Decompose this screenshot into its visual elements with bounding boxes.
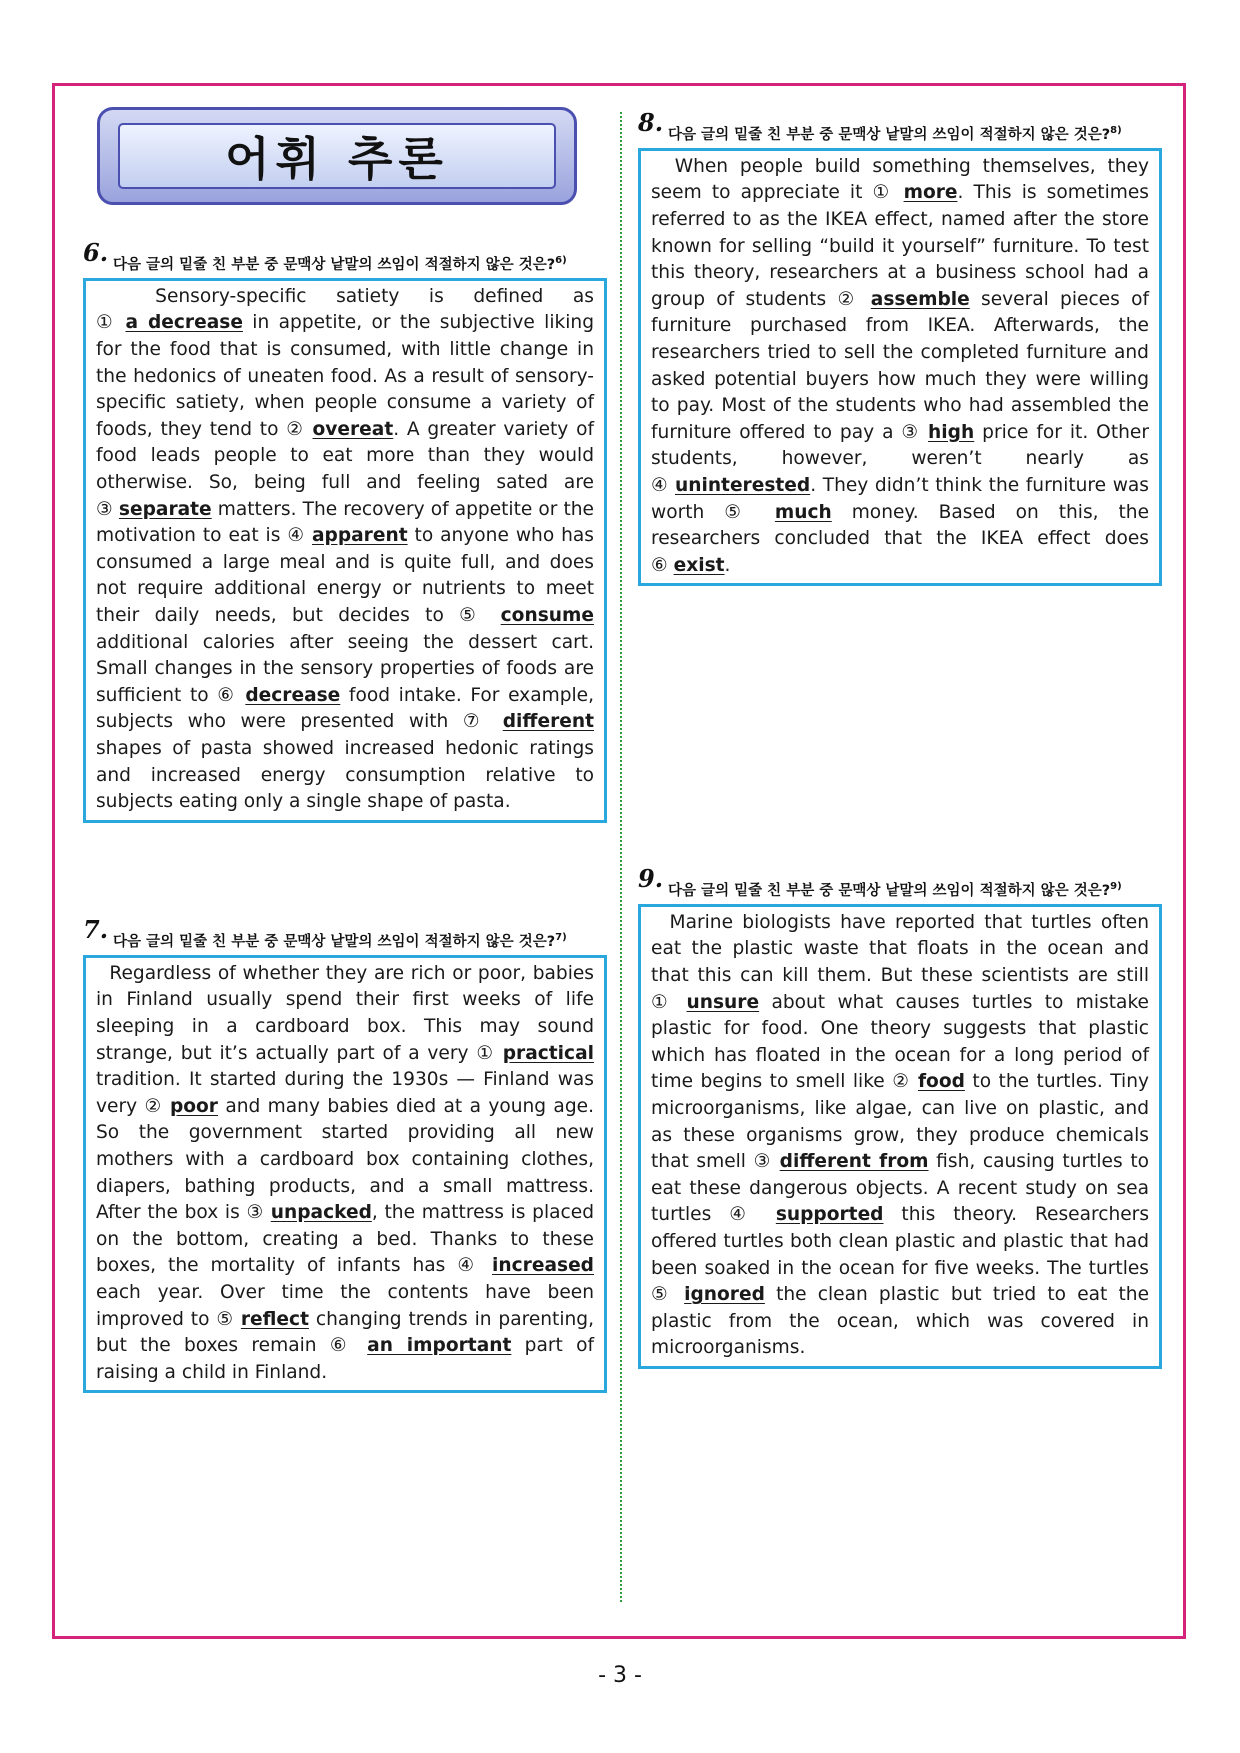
question-footnote: 7) <box>555 932 567 943</box>
underlined-word: different from <box>779 1151 929 1173</box>
question-footnote: 8) <box>1110 125 1122 136</box>
choice-marker: ① <box>96 312 117 334</box>
passage-text: Sensory-specific satiety is defined as <box>96 285 594 307</box>
underlined-word: supported <box>775 1204 884 1226</box>
underlined-word: unsure <box>686 991 760 1013</box>
underlined-word: uninterested <box>674 474 811 496</box>
column-divider <box>620 112 622 1602</box>
choice-marker: ⑥ <box>217 684 237 706</box>
underlined-word: different <box>502 711 594 733</box>
underlined-choice <box>459 605 594 626</box>
underlined-word: high <box>928 421 975 443</box>
passage-text: to anyone who has consumed a large meal and is quite full, and does not require additional energy or nutrients to meet their daily needs, but decides to <box>96 525 594 626</box>
underlined-word: consume <box>500 604 594 626</box>
choice-marker: ④ <box>457 1255 481 1277</box>
underlined-choice <box>287 525 407 546</box>
underlined-word: reflect <box>240 1308 309 1330</box>
passage-text: food intake. For example, subjects who were presented with <box>96 684 595 733</box>
question-footnote: 6) <box>555 255 567 266</box>
passage-text: in appetite, or the subjective liking for the food that is consumed, with little change in the hedonics of uneaten food. As a result of sensory-specific satiety, when people consume a variety of foods, they tend to <box>96 312 595 440</box>
choice-marker: ③ <box>901 421 921 443</box>
passage-text: Regardless of whether they are rich or poor, babies in Finland usually spend their first weeks of life sleeping in a cardboard box. This may sound strange, but it’s actually part of a very <box>96 962 594 1064</box>
underlined-word: decrease <box>245 684 341 706</box>
passage-text: . A greater variety of food leads people to eat more than they would otherwise. So, being full and feeling sated are <box>96 418 594 493</box>
underlined-word: apparent <box>311 525 408 547</box>
passage-text: about what causes turtles to mistake plastic for food. One theory suggests that plastic which has floated in the ocean for a long period of time begins to smell like <box>651 991 1149 1093</box>
passage-text: tradition. It started during the 1930s — Finland was very <box>96 1069 594 1117</box>
underlined-choice <box>144 1096 218 1117</box>
page-number: - 3 - <box>598 1663 642 1688</box>
passage-box <box>83 278 607 823</box>
underlined-choice <box>729 1204 883 1225</box>
passage-text: money. Based on this, the researchers concluded that the IKEA effect does <box>651 501 1150 550</box>
choice-marker: ⑤ <box>651 1284 673 1306</box>
question-number: 7. <box>83 915 109 944</box>
passage-text: several pieces of furniture purchased from IKEA. Afterwards, the researchers tried to sell the completed furniture and asked potential buyers how much they were willing to pay. Most of the students who had assembled the furniture offered to pay a <box>651 288 1149 443</box>
underlined-word: poor <box>169 1095 218 1117</box>
passage-text: changing trends in parenting, but the boxes remain <box>96 1308 594 1357</box>
underlined-choice <box>476 1043 594 1064</box>
choice-marker: ⑦ <box>462 711 489 733</box>
underlined-choice <box>217 685 340 706</box>
underlined-choice <box>892 1071 965 1092</box>
choice-marker: ⑤ <box>216 1308 234 1330</box>
passage-box <box>83 955 607 1394</box>
choice-marker: ② <box>144 1095 163 1117</box>
underlined-choice <box>724 502 832 523</box>
passage-text: Marine biologists have reported that turtles often eat the plastic waste that floats in the ocean and that this can kill them. But these scientists are still <box>651 911 1149 987</box>
underlined-choice <box>651 992 759 1013</box>
underlined-choice <box>247 1202 372 1223</box>
choice-marker: ② <box>837 288 860 310</box>
choice-marker: ⑥ <box>329 1335 354 1357</box>
underlined-choice <box>463 711 594 732</box>
passage-text: the clean plastic but tried to eat the plastic from the ocean, which was covered in microorganisms. <box>651 1284 1150 1359</box>
underlined-choice <box>216 1309 309 1330</box>
underlined-choice <box>873 182 958 203</box>
underlined-choice <box>837 289 969 310</box>
choice-marker: ⑥ <box>651 554 668 576</box>
underlined-word: more <box>903 182 958 204</box>
passage-text: When people build something themselves, they seem to appreciate it <box>651 155 1149 204</box>
question-header <box>638 864 1162 902</box>
choice-marker: ③ <box>96 498 113 520</box>
question-header <box>638 108 1162 146</box>
underlined-word: practical <box>502 1042 594 1064</box>
passage-text: price for it. Other students, however, weren’t nearly as <box>651 421 1149 470</box>
underlined-choice <box>651 475 810 496</box>
passage-text: each year. Over time the contents have been improved to <box>96 1281 594 1330</box>
underlined-choice <box>901 422 974 443</box>
underlined-word: overeat <box>312 418 394 440</box>
choice-marker: ③ <box>753 1151 773 1173</box>
underlined-word: an important <box>367 1335 512 1357</box>
passage-box <box>638 904 1162 1369</box>
underlined-choice <box>330 1335 512 1356</box>
question-prompt: 다음 글의 밑줄 친 부분 중 문맥상 낱말의 쓰임이 적절하지 않은 것은? <box>113 933 556 950</box>
question-prompt: 다음 글의 밑줄 친 부분 중 문맥상 낱말의 쓰임이 적절하지 않은 것은? <box>113 256 556 273</box>
choice-marker: ③ <box>246 1202 264 1224</box>
underlined-word: increased <box>492 1255 594 1277</box>
underlined-choice <box>754 1151 929 1172</box>
question-header <box>83 238 607 276</box>
underlined-word: a decrease <box>125 312 243 334</box>
underlined-choice <box>96 499 212 520</box>
question-number: 9. <box>638 864 664 893</box>
underlined-word: assemble <box>870 288 970 310</box>
passage-text: and many babies died at a young age. So the government started providing all new mothers with a cardboard box containing clothes, diapers, bathing products, and a small mattress. After the box is <box>96 1095 594 1224</box>
choice-marker: ② <box>892 1071 911 1093</box>
question-footnote: 9) <box>1110 881 1122 892</box>
choice-marker: ② <box>286 418 305 440</box>
passage-text: , the mattress is placed on the bottom, creating a bed. Thanks to these boxes, the mortality of infants has <box>96 1202 594 1277</box>
question-6 <box>83 238 607 823</box>
question-number: 8. <box>638 108 664 137</box>
choice-marker: ⑤ <box>459 604 486 626</box>
underlined-word: unpacked <box>270 1202 372 1224</box>
passage-text: shapes of pasta showed increased hedonic ratings and increased energy consumption relative to subjects eating only a single shape of pasta. <box>96 737 594 813</box>
question-header <box>83 915 607 953</box>
section-title-panel <box>118 123 556 189</box>
question-7 <box>83 915 607 1393</box>
choice-marker: ① <box>651 991 675 1013</box>
choice-marker: ⑤ <box>724 501 755 523</box>
underlined-choice <box>96 312 243 333</box>
underlined-word: separate <box>118 498 212 520</box>
underlined-word: food <box>917 1071 965 1093</box>
passage-text: this theory. Researchers offered turtles both clean plastic and plastic that had been soaked in the ocean for five weeks. The turtles <box>651 1204 1150 1279</box>
passage-text: to the turtles. Tiny microorganisms, like algae, can live on plastic, and as these organisms grow, they produce chemicals that smell <box>651 1071 1149 1173</box>
choice-marker: ④ <box>287 525 306 547</box>
choice-marker: ① <box>872 182 894 204</box>
choice-marker: ④ <box>651 474 669 496</box>
passage-text: . <box>724 554 731 576</box>
passage-text: matters. The recovery of appetite or the motivation to eat is <box>96 498 595 547</box>
underlined-choice <box>457 1255 594 1276</box>
question-prompt: 다음 글의 밑줄 친 부분 중 문맥상 낱말의 쓰임이 적절하지 않은 것은? <box>668 882 1111 899</box>
passage-box <box>638 148 1162 587</box>
passage-text: fish, causing turtles to eat these dangerous objects. A recent study on sea turtles <box>651 1151 1149 1226</box>
passage-text: additional calories after seeing the dessert cart. Small changes in the sensory properties of foods are sufficient to <box>96 631 594 706</box>
underlined-choice <box>651 1284 765 1305</box>
choice-marker: ① <box>476 1042 495 1064</box>
underlined-word: much <box>774 501 832 523</box>
question-number: 6. <box>83 238 109 267</box>
question-prompt: 다음 글의 밑줄 친 부분 중 문맥상 낱말의 쓰임이 적절하지 않은 것은? <box>668 126 1111 143</box>
question-8 <box>638 108 1162 586</box>
passage-text: . They didn’t think the furniture was worth <box>651 474 1149 523</box>
underlined-word: exist <box>673 554 725 576</box>
choice-marker: ④ <box>729 1204 758 1226</box>
underlined-choice <box>286 419 393 440</box>
passage-text: part of raising a child in Finland. <box>96 1335 594 1383</box>
underlined-word: ignored <box>684 1284 765 1306</box>
section-title-banner <box>97 107 577 205</box>
passage-text: . This is sometimes referred to as the IKEA effect, named after the store known for selling “build it yourself” furniture. To test this theory, researchers at a business school had a group of students <box>651 182 1149 310</box>
underlined-choice <box>651 555 725 576</box>
question-9 <box>638 864 1162 1369</box>
section-title: 어휘 추론 <box>225 132 449 186</box>
